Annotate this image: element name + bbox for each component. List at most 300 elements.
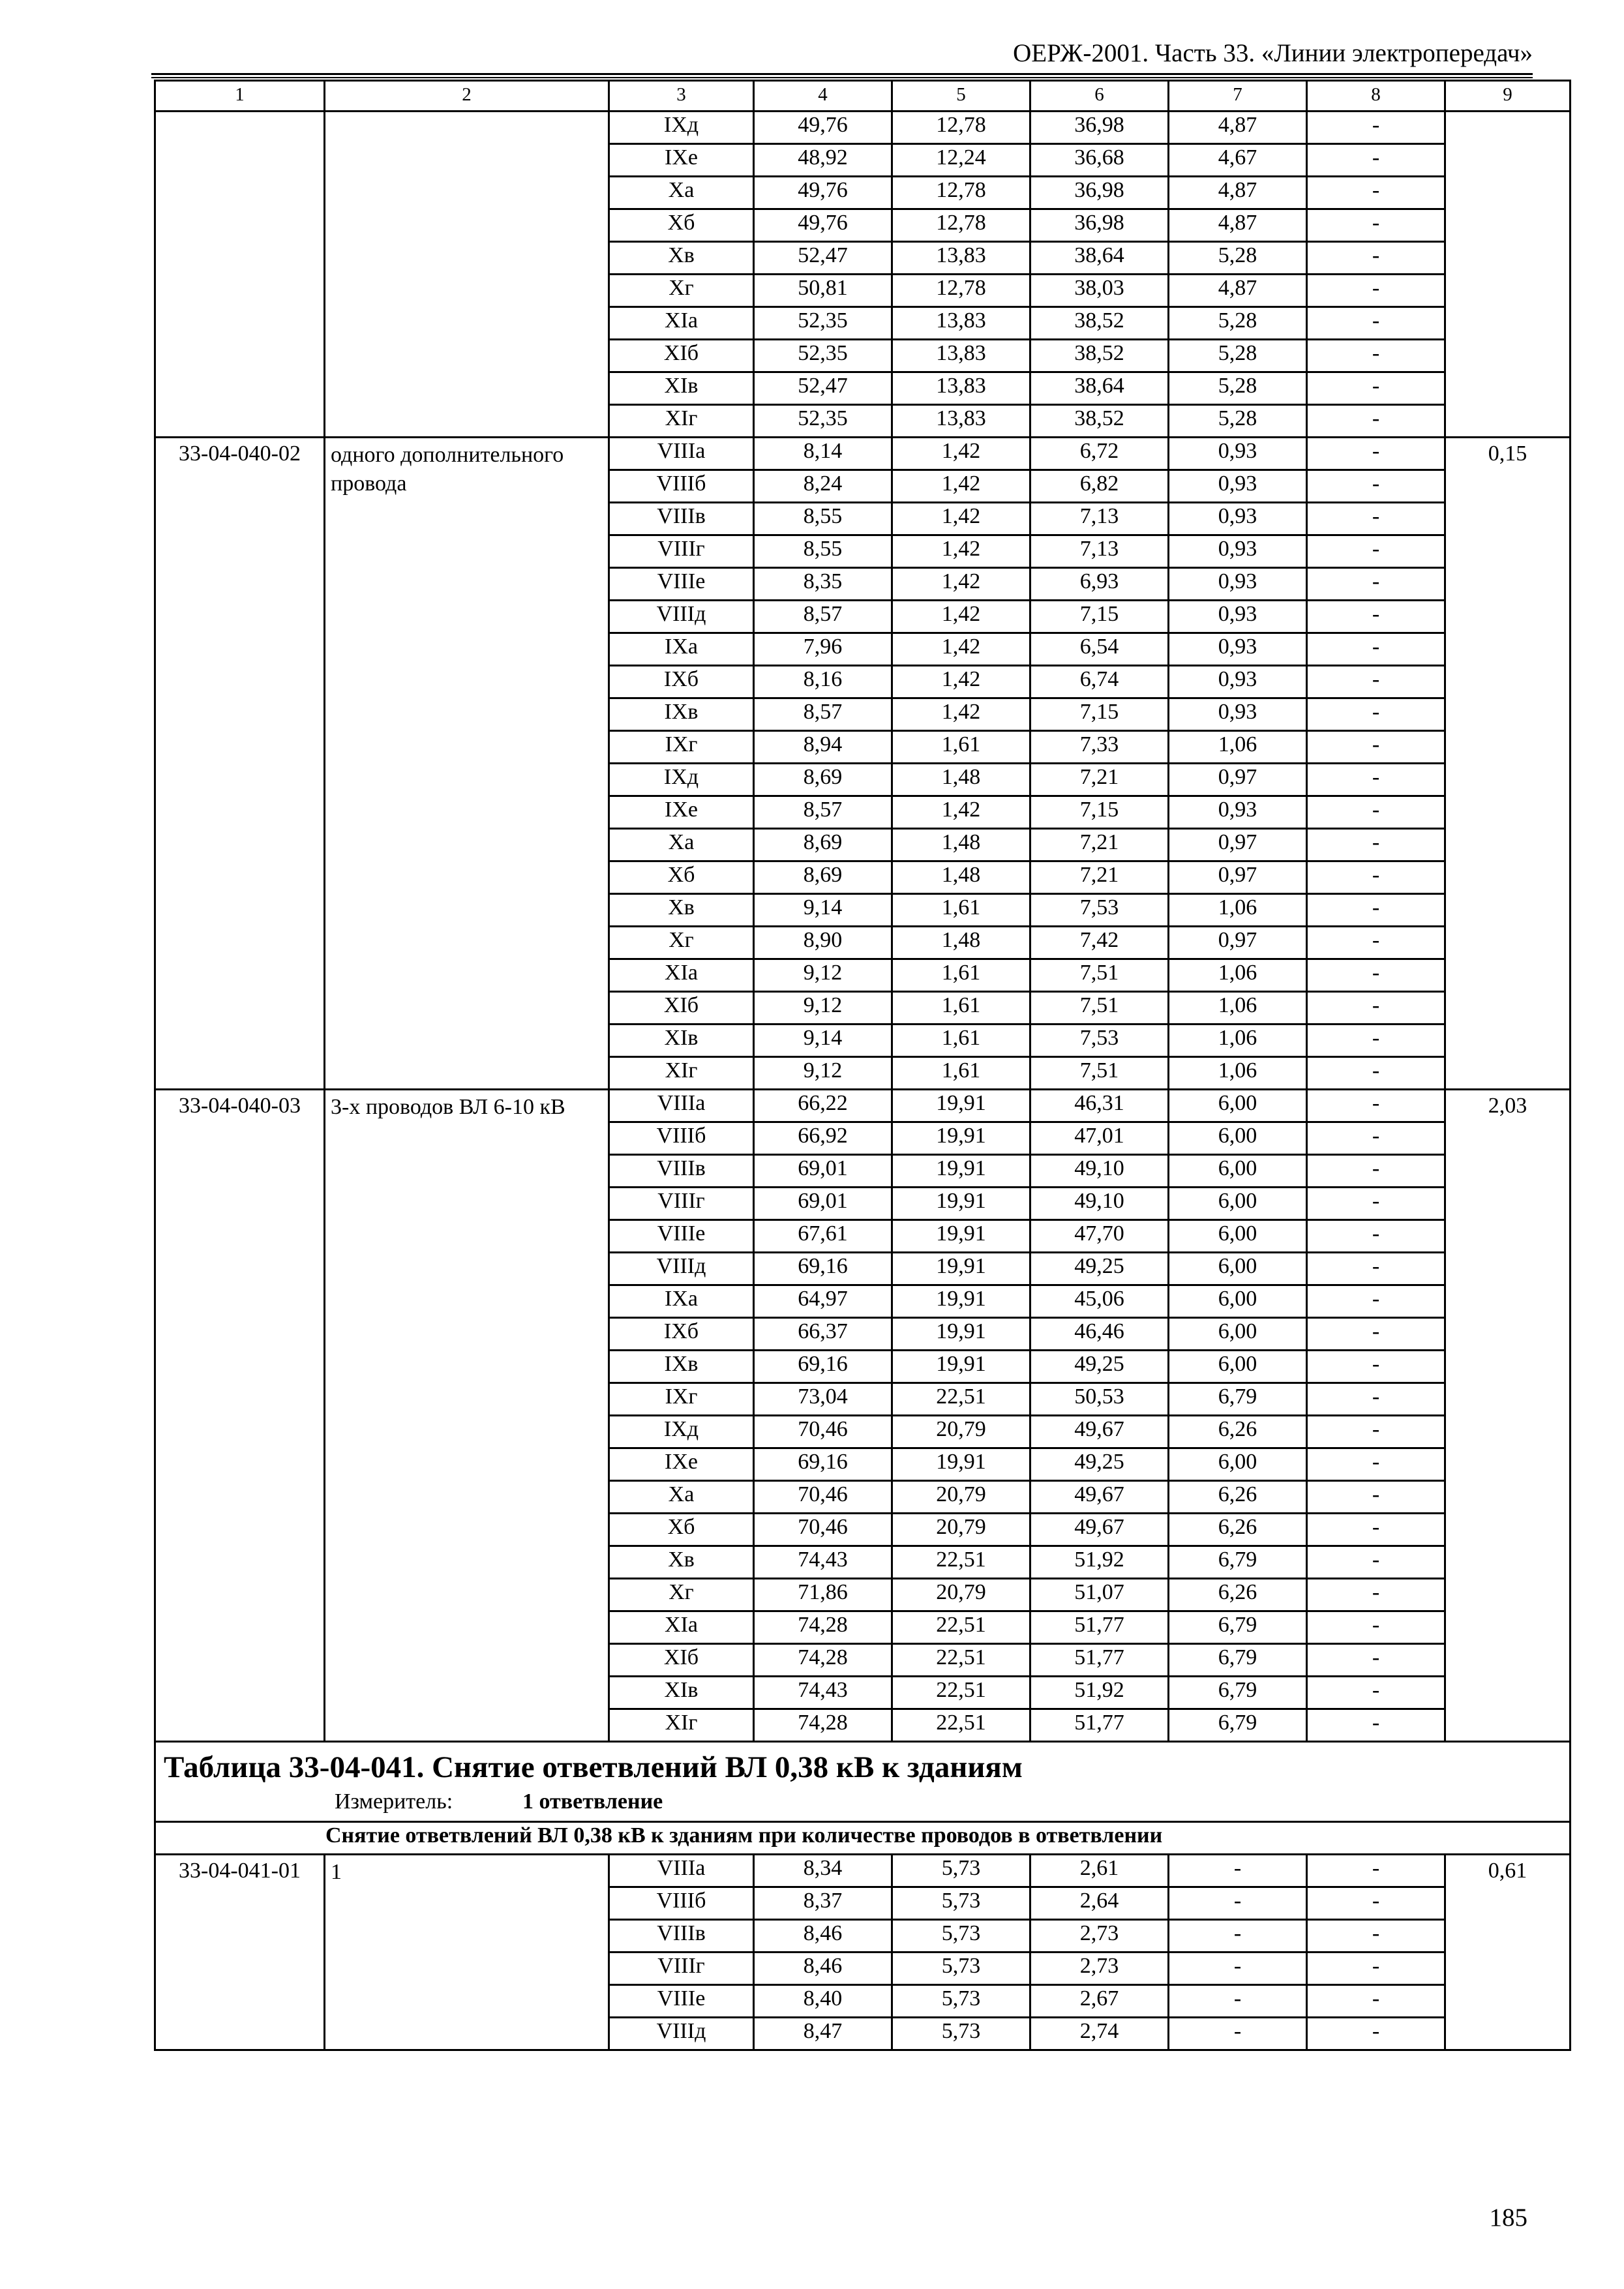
machinist-wages-cell: 5,28 — [1169, 340, 1307, 372]
region-cell: Xб — [609, 209, 754, 242]
machinist-wages-cell: 1,06 — [1169, 992, 1307, 1025]
machinist-wages-cell: 5,28 — [1169, 372, 1307, 405]
materials-cell: - — [1307, 1579, 1445, 1611]
region-cell: VIIIб — [609, 1122, 754, 1155]
machinist-wages-cell: 0,93 — [1169, 666, 1307, 698]
machinist-wages-cell: 6,26 — [1169, 1514, 1307, 1546]
machinist-wages-cell: - — [1169, 1952, 1307, 1985]
machinist-wages-cell: 6,79 — [1169, 1546, 1307, 1579]
machinist-wages-cell: 1,06 — [1169, 731, 1307, 764]
total-cost-cell: 69,16 — [754, 1351, 892, 1383]
machinist-wages-cell: 5,28 — [1169, 405, 1307, 438]
wages-cell: 19,91 — [892, 1188, 1030, 1220]
norm-code — [155, 112, 325, 438]
region-cell: Xa — [609, 1481, 754, 1514]
total-cost-cell: 49,76 — [754, 112, 892, 144]
machines-cell: 49,10 — [1030, 1155, 1169, 1188]
machines-cell: 45,06 — [1030, 1285, 1169, 1318]
materials-cell: - — [1307, 209, 1445, 242]
table-title: Таблица 33-04-041. Снятие ответвлений ВЛ 0,38 кВ к зданиям — [164, 1750, 1023, 1784]
machines-cell: 38,64 — [1030, 242, 1169, 275]
total-cost-cell: 66,22 — [754, 1090, 892, 1122]
wages-cell: 1,42 — [892, 438, 1030, 470]
materials-cell: - — [1307, 1025, 1445, 1057]
total-cost-cell: 74,28 — [754, 1709, 892, 1742]
labor-cell: 0,15 — [1445, 438, 1571, 1090]
materials-cell: - — [1307, 633, 1445, 666]
machinist-wages-cell: 4,87 — [1169, 275, 1307, 307]
materials-cell: - — [1307, 1448, 1445, 1481]
machines-cell: 2,73 — [1030, 1920, 1169, 1952]
total-cost-cell: 8,40 — [754, 1985, 892, 2018]
wages-cell: 1,61 — [892, 894, 1030, 927]
total-cost-cell: 67,61 — [754, 1220, 892, 1253]
table-row — [155, 438, 1571, 470]
column-number: 1 — [155, 81, 325, 112]
machines-cell: 38,64 — [1030, 372, 1169, 405]
total-cost-cell: 8,46 — [754, 1920, 892, 1952]
materials-cell: - — [1307, 1985, 1445, 2018]
total-cost-cell: 70,46 — [754, 1416, 892, 1448]
machinist-wages-cell: 0,93 — [1169, 796, 1307, 829]
table-row — [155, 1855, 1571, 1887]
total-cost-cell: 52,47 — [754, 372, 892, 405]
wages-cell: 22,51 — [892, 1546, 1030, 1579]
table-row — [155, 112, 1571, 144]
materials-cell: - — [1307, 503, 1445, 535]
machines-cell: 7,42 — [1030, 927, 1169, 959]
region-cell: Xг — [609, 927, 754, 959]
total-cost-cell: 8,35 — [754, 568, 892, 601]
total-cost-cell: 8,37 — [754, 1887, 892, 1920]
wages-cell: 13,83 — [892, 405, 1030, 438]
wages-cell: 22,51 — [892, 1644, 1030, 1677]
machinist-wages-cell: 0,97 — [1169, 927, 1307, 959]
wages-cell: 13,83 — [892, 340, 1030, 372]
machinist-wages-cell: - — [1169, 1985, 1307, 2018]
wages-cell: 19,91 — [892, 1122, 1030, 1155]
wages-cell: 1,48 — [892, 764, 1030, 796]
wages-cell: 5,73 — [892, 1952, 1030, 1985]
materials-cell: - — [1307, 372, 1445, 405]
machinist-wages-cell: 6,79 — [1169, 1611, 1307, 1644]
region-cell: VIIIe — [609, 1220, 754, 1253]
materials-cell: - — [1307, 601, 1445, 633]
total-cost-cell: 9,14 — [754, 894, 892, 927]
region-cell: Xa — [609, 829, 754, 861]
total-cost-cell: 8,69 — [754, 764, 892, 796]
norm-code: 33-04-040-02 — [155, 438, 325, 1090]
region-cell: IXв — [609, 698, 754, 731]
machines-cell: 7,15 — [1030, 698, 1169, 731]
header-rule — [151, 73, 1533, 75]
table-row — [155, 1090, 1571, 1122]
unit-label: Измеритель: — [335, 1789, 453, 1814]
machines-cell: 36,98 — [1030, 177, 1169, 209]
wages-cell: 22,51 — [892, 1709, 1030, 1742]
total-cost-cell: 8,69 — [754, 861, 892, 894]
wages-cell: 5,73 — [892, 1855, 1030, 1887]
machines-cell: 7,15 — [1030, 796, 1169, 829]
total-cost-cell: 52,35 — [754, 405, 892, 438]
materials-cell: - — [1307, 796, 1445, 829]
region-cell: Xв — [609, 894, 754, 927]
materials-cell: - — [1307, 1952, 1445, 1985]
wages-cell: 19,91 — [892, 1253, 1030, 1285]
materials-cell: - — [1307, 1546, 1445, 1579]
materials-cell: - — [1307, 1285, 1445, 1318]
region-cell: XIa — [609, 959, 754, 992]
wages-cell: 19,91 — [892, 1285, 1030, 1318]
wages-cell: 5,73 — [892, 1985, 1030, 2018]
machinist-wages-cell: 5,28 — [1169, 242, 1307, 275]
wages-cell: 19,91 — [892, 1318, 1030, 1351]
machinist-wages-cell: 0,97 — [1169, 861, 1307, 894]
region-cell: VIIIб — [609, 1887, 754, 1920]
total-cost-cell: 70,46 — [754, 1481, 892, 1514]
machines-cell: 6,82 — [1030, 470, 1169, 503]
region-cell: Xг — [609, 1579, 754, 1611]
machinist-wages-cell: 0,93 — [1169, 503, 1307, 535]
materials-cell: - — [1307, 959, 1445, 992]
machinist-wages-cell: 6,00 — [1169, 1285, 1307, 1318]
total-cost-cell: 8,57 — [754, 601, 892, 633]
machines-cell: 6,54 — [1030, 633, 1169, 666]
region-cell: IXд — [609, 764, 754, 796]
total-cost-cell: 9,12 — [754, 959, 892, 992]
machines-cell: 7,33 — [1030, 731, 1169, 764]
region-cell: XIв — [609, 372, 754, 405]
materials-cell: - — [1307, 1514, 1445, 1546]
norm-name: 3-х проводов ВЛ 6-10 кВ — [325, 1090, 609, 1742]
total-cost-cell: 52,47 — [754, 242, 892, 275]
region-cell: XIб — [609, 1644, 754, 1677]
region-cell: IXд — [609, 1416, 754, 1448]
region-cell: XIг — [609, 1057, 754, 1090]
machines-cell: 49,67 — [1030, 1514, 1169, 1546]
total-cost-cell: 9,12 — [754, 992, 892, 1025]
total-cost-cell: 74,28 — [754, 1611, 892, 1644]
table-title-block — [155, 1742, 1571, 1822]
region-cell: VIIIa — [609, 1090, 754, 1122]
column-number: 9 — [1445, 81, 1571, 112]
machinist-wages-cell: 4,87 — [1169, 209, 1307, 242]
materials-cell: - — [1307, 1855, 1445, 1887]
region-cell: XIг — [609, 405, 754, 438]
machinist-wages-cell: 1,06 — [1169, 959, 1307, 992]
total-cost-cell: 70,46 — [754, 1514, 892, 1546]
region-cell: VIIIг — [609, 535, 754, 568]
machines-cell: 2,64 — [1030, 1887, 1169, 1920]
materials-cell: - — [1307, 1677, 1445, 1709]
total-cost-cell: 64,97 — [754, 1285, 892, 1318]
wages-cell: 5,73 — [892, 2018, 1030, 2050]
total-cost-cell: 8,57 — [754, 698, 892, 731]
materials-cell: - — [1307, 1611, 1445, 1644]
column-number: 5 — [892, 81, 1030, 112]
materials-cell: - — [1307, 2018, 1445, 2050]
materials-cell: - — [1307, 438, 1445, 470]
machines-cell: 50,53 — [1030, 1383, 1169, 1416]
region-cell: VIIIe — [609, 568, 754, 601]
region-cell: VIIIв — [609, 1155, 754, 1188]
materials-cell: - — [1307, 666, 1445, 698]
materials-cell: - — [1307, 829, 1445, 861]
machines-cell: 47,70 — [1030, 1220, 1169, 1253]
norm-name: 1 — [325, 1855, 609, 2050]
machines-cell: 38,03 — [1030, 275, 1169, 307]
wages-cell: 20,79 — [892, 1481, 1030, 1514]
norms-table — [154, 80, 1571, 2051]
machines-cell: 6,93 — [1030, 568, 1169, 601]
machines-cell: 2,74 — [1030, 2018, 1169, 2050]
machinist-wages-cell: 0,93 — [1169, 568, 1307, 601]
region-cell: Xг — [609, 275, 754, 307]
machinist-wages-cell: 0,97 — [1169, 829, 1307, 861]
region-cell: VIIIa — [609, 1855, 754, 1887]
column-number-row — [155, 81, 1571, 112]
total-cost-cell: 48,92 — [754, 144, 892, 177]
machines-cell: 49,67 — [1030, 1481, 1169, 1514]
region-cell: XIг — [609, 1709, 754, 1742]
materials-cell: - — [1307, 1188, 1445, 1220]
machinist-wages-cell: 6,26 — [1169, 1579, 1307, 1611]
machinist-wages-cell: - — [1169, 2018, 1307, 2050]
total-cost-cell: 8,90 — [754, 927, 892, 959]
machines-cell: 49,67 — [1030, 1416, 1169, 1448]
materials-cell: - — [1307, 1416, 1445, 1448]
wages-cell: 19,91 — [892, 1090, 1030, 1122]
machines-cell: 2,67 — [1030, 1985, 1169, 2018]
total-cost-cell: 8,34 — [754, 1855, 892, 1887]
labor-cell — [1445, 112, 1571, 438]
materials-cell: - — [1307, 1090, 1445, 1122]
norm-code: 33-04-040-03 — [155, 1090, 325, 1742]
machinist-wages-cell: 0,93 — [1169, 470, 1307, 503]
labor-cell: 0,61 — [1445, 1855, 1571, 2050]
machines-cell: 6,72 — [1030, 438, 1169, 470]
machinist-wages-cell: 0,93 — [1169, 601, 1307, 633]
total-cost-cell: 50,81 — [754, 275, 892, 307]
wages-cell: 1,61 — [892, 1025, 1030, 1057]
machinist-wages-cell: 6,00 — [1169, 1318, 1307, 1351]
region-cell: XIб — [609, 340, 754, 372]
wages-cell: 20,79 — [892, 1514, 1030, 1546]
region-cell: IXe — [609, 144, 754, 177]
materials-cell: - — [1307, 1644, 1445, 1677]
region-cell: IXб — [609, 666, 754, 698]
region-cell: XIб — [609, 992, 754, 1025]
total-cost-cell: 66,92 — [754, 1122, 892, 1155]
materials-cell: - — [1307, 1220, 1445, 1253]
total-cost-cell: 73,04 — [754, 1383, 892, 1416]
materials-cell: - — [1307, 764, 1445, 796]
norm-name: одного дополнительного провода — [325, 438, 609, 1090]
machines-cell: 49,25 — [1030, 1351, 1169, 1383]
region-cell: IXв — [609, 1351, 754, 1383]
materials-cell: - — [1307, 1318, 1445, 1351]
column-number: 8 — [1307, 81, 1445, 112]
wages-cell: 1,42 — [892, 666, 1030, 698]
machines-cell: 7,51 — [1030, 992, 1169, 1025]
wages-cell: 1,42 — [892, 503, 1030, 535]
total-cost-cell: 8,16 — [754, 666, 892, 698]
machines-cell: 36,98 — [1030, 112, 1169, 144]
wages-cell: 12,78 — [892, 275, 1030, 307]
wages-cell: 13,83 — [892, 242, 1030, 275]
wages-cell: 1,48 — [892, 861, 1030, 894]
machines-cell: 38,52 — [1030, 307, 1169, 340]
wages-cell: 19,91 — [892, 1351, 1030, 1383]
machinist-wages-cell: 6,26 — [1169, 1481, 1307, 1514]
wages-cell: 12,78 — [892, 177, 1030, 209]
wages-cell: 1,42 — [892, 470, 1030, 503]
total-cost-cell: 7,96 — [754, 633, 892, 666]
region-cell: Xб — [609, 1514, 754, 1546]
region-cell: Xв — [609, 242, 754, 275]
total-cost-cell: 69,01 — [754, 1155, 892, 1188]
total-cost-cell: 52,35 — [754, 340, 892, 372]
total-cost-cell: 8,55 — [754, 503, 892, 535]
materials-cell: - — [1307, 1709, 1445, 1742]
column-number: 2 — [325, 81, 609, 112]
section-heading: Снятие ответвлений ВЛ 0,38 кВ к зданиям при количестве проводов в ответвлении — [155, 1822, 1571, 1855]
wages-cell: 22,51 — [892, 1677, 1030, 1709]
machinist-wages-cell: 4,67 — [1169, 144, 1307, 177]
machines-cell: 36,98 — [1030, 209, 1169, 242]
region-cell: IXe — [609, 1448, 754, 1481]
total-cost-cell: 8,94 — [754, 731, 892, 764]
region-cell: XIa — [609, 307, 754, 340]
region-cell: Xa — [609, 177, 754, 209]
total-cost-cell: 9,14 — [754, 1025, 892, 1057]
total-cost-cell: 74,43 — [754, 1677, 892, 1709]
materials-cell: - — [1307, 1383, 1445, 1416]
wages-cell: 1,42 — [892, 535, 1030, 568]
column-number: 7 — [1169, 81, 1307, 112]
wages-cell: 5,73 — [892, 1887, 1030, 1920]
machinist-wages-cell: 6,00 — [1169, 1090, 1307, 1122]
machines-cell: 51,07 — [1030, 1579, 1169, 1611]
machines-cell: 51,92 — [1030, 1546, 1169, 1579]
region-cell: IXa — [609, 1285, 754, 1318]
unit-value: 1 ответвление — [522, 1789, 663, 1814]
total-cost-cell: 8,24 — [754, 470, 892, 503]
machinist-wages-cell: 6,00 — [1169, 1220, 1307, 1253]
total-cost-cell: 66,37 — [754, 1318, 892, 1351]
column-number: 3 — [609, 81, 754, 112]
machines-cell: 46,46 — [1030, 1318, 1169, 1351]
wages-cell: 1,61 — [892, 992, 1030, 1025]
machines-cell: 38,52 — [1030, 340, 1169, 372]
wages-cell: 13,83 — [892, 307, 1030, 340]
materials-cell: - — [1307, 894, 1445, 927]
machines-cell: 38,52 — [1030, 405, 1169, 438]
wages-cell: 12,78 — [892, 112, 1030, 144]
region-cell: VIIIб — [609, 470, 754, 503]
machinist-wages-cell: 6,00 — [1169, 1155, 1307, 1188]
region-cell: IXa — [609, 633, 754, 666]
labor-cell: 2,03 — [1445, 1090, 1571, 1742]
machinist-wages-cell: 6,00 — [1169, 1188, 1307, 1220]
table-title-row — [155, 1742, 1571, 1822]
wages-cell: 22,51 — [892, 1611, 1030, 1644]
materials-cell: - — [1307, 1481, 1445, 1514]
total-cost-cell: 8,47 — [754, 2018, 892, 2050]
materials-cell: - — [1307, 861, 1445, 894]
machinist-wages-cell: 1,06 — [1169, 894, 1307, 927]
machinist-wages-cell: - — [1169, 1887, 1307, 1920]
wages-cell: 19,91 — [892, 1155, 1030, 1188]
materials-cell: - — [1307, 698, 1445, 731]
total-cost-cell: 49,76 — [754, 177, 892, 209]
machinist-wages-cell: 0,93 — [1169, 633, 1307, 666]
machines-cell: 2,73 — [1030, 1952, 1169, 1985]
machinist-wages-cell: 1,06 — [1169, 1057, 1307, 1090]
machinist-wages-cell: 0,93 — [1169, 438, 1307, 470]
machines-cell: 51,77 — [1030, 1611, 1169, 1644]
machines-cell: 49,25 — [1030, 1253, 1169, 1285]
materials-cell: - — [1307, 1253, 1445, 1285]
machines-cell: 7,53 — [1030, 894, 1169, 927]
wages-cell: 5,73 — [892, 1920, 1030, 1952]
wages-cell: 1,42 — [892, 633, 1030, 666]
machinist-wages-cell: 6,00 — [1169, 1253, 1307, 1285]
machinist-wages-cell: 6,79 — [1169, 1644, 1307, 1677]
total-cost-cell: 74,28 — [754, 1644, 892, 1677]
machinist-wages-cell: 0,93 — [1169, 698, 1307, 731]
materials-cell: - — [1307, 927, 1445, 959]
wages-cell: 1,42 — [892, 601, 1030, 633]
machinist-wages-cell: 6,79 — [1169, 1677, 1307, 1709]
machinist-wages-cell: 6,79 — [1169, 1383, 1307, 1416]
region-cell: XIв — [609, 1677, 754, 1709]
materials-cell: - — [1307, 535, 1445, 568]
region-cell: IXб — [609, 1318, 754, 1351]
wages-cell: 1,42 — [892, 796, 1030, 829]
machines-cell: 49,25 — [1030, 1448, 1169, 1481]
total-cost-cell: 52,35 — [754, 307, 892, 340]
materials-cell: - — [1307, 242, 1445, 275]
total-cost-cell: 74,43 — [754, 1546, 892, 1579]
wages-cell: 1,42 — [892, 698, 1030, 731]
region-cell: VIIIд — [609, 601, 754, 633]
machinist-wages-cell: - — [1169, 1855, 1307, 1887]
page-number: 185 — [1489, 2204, 1527, 2232]
wages-cell: 12,24 — [892, 144, 1030, 177]
norm-code: 33-04-041-01 — [155, 1855, 325, 2050]
region-cell: VIIIг — [609, 1188, 754, 1220]
machines-cell: 6,74 — [1030, 666, 1169, 698]
total-cost-cell: 8,57 — [754, 796, 892, 829]
machinist-wages-cell: 6,79 — [1169, 1709, 1307, 1742]
region-cell: VIIIв — [609, 1920, 754, 1952]
machinist-wages-cell: 6,00 — [1169, 1122, 1307, 1155]
materials-cell: - — [1307, 405, 1445, 438]
machines-cell: 51,77 — [1030, 1644, 1169, 1677]
total-cost-cell: 9,12 — [754, 1057, 892, 1090]
unit-line — [164, 1788, 1569, 1816]
machines-cell: 7,53 — [1030, 1025, 1169, 1057]
wages-cell: 1,61 — [892, 959, 1030, 992]
wages-cell: 19,91 — [892, 1448, 1030, 1481]
region-cell: Xв — [609, 1546, 754, 1579]
wages-cell: 20,79 — [892, 1579, 1030, 1611]
machinist-wages-cell: - — [1169, 1920, 1307, 1952]
materials-cell: - — [1307, 731, 1445, 764]
total-cost-cell: 8,46 — [754, 1952, 892, 1985]
machinist-wages-cell: 4,87 — [1169, 112, 1307, 144]
